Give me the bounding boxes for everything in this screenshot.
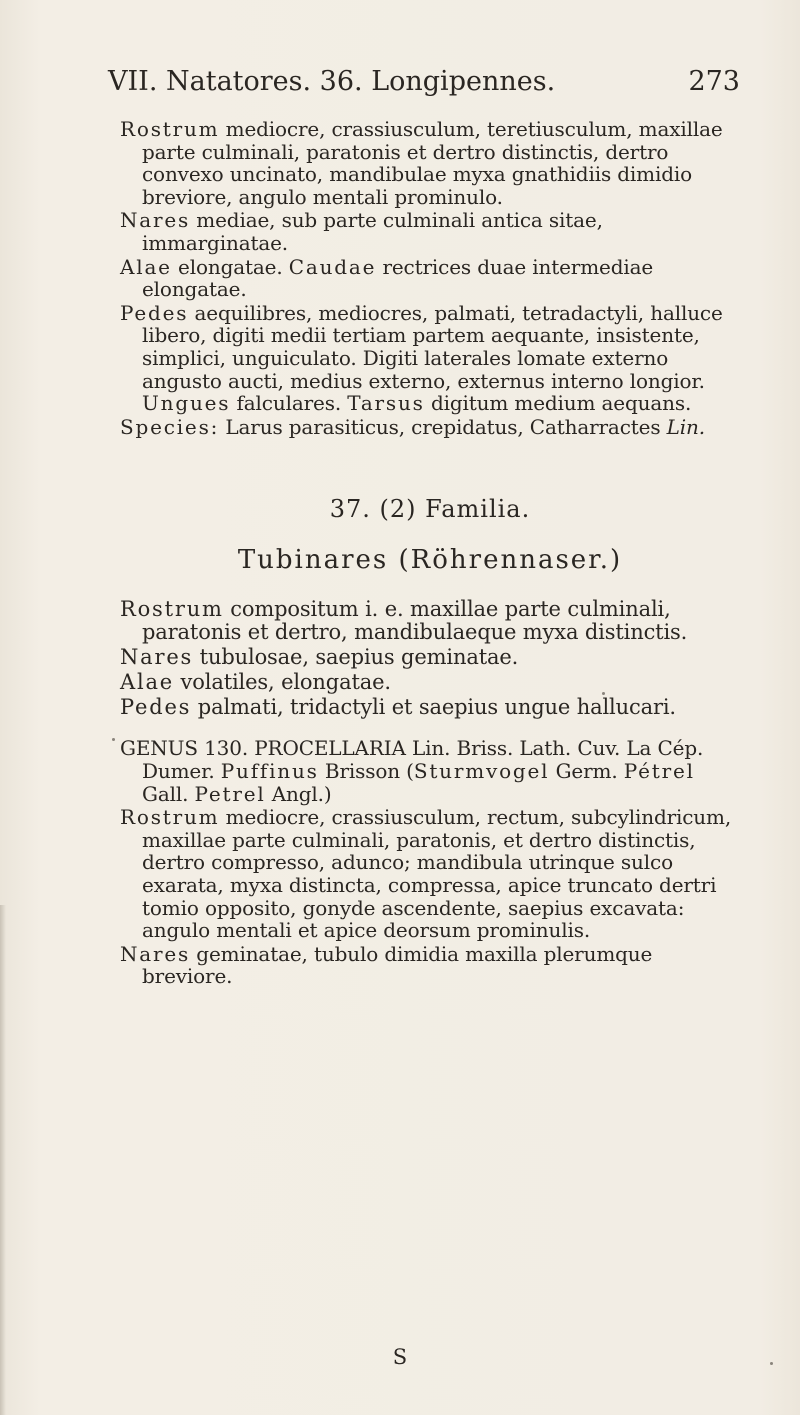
term-species: Species: bbox=[120, 414, 220, 439]
family-entry-alae bbox=[120, 671, 740, 695]
family-number: 37. (2) Familia. bbox=[329, 495, 531, 524]
genus-term-rostrum: Rostrum bbox=[120, 805, 220, 830]
term-ungues: Ungues bbox=[142, 391, 231, 416]
caudae-text: rectrices duae intermediae elongatae. bbox=[142, 254, 654, 302]
family-entry-pedes bbox=[120, 696, 740, 720]
genus-puffinus: Puffinus bbox=[220, 759, 319, 784]
paper-speck bbox=[602, 692, 605, 695]
page-body bbox=[120, 118, 740, 988]
ungues-text: falculares. bbox=[230, 391, 348, 416]
tarsus-text: digitum medium aequans. bbox=[424, 391, 692, 416]
running-title: VII. Natatores. 36. Longipennes. bbox=[108, 66, 556, 97]
species-author: Lin. bbox=[666, 414, 705, 439]
genus-entry-rostrum bbox=[120, 806, 740, 942]
genus-petrel-fr: Pétrel bbox=[623, 759, 695, 784]
genus-germ: Germ. bbox=[549, 759, 624, 784]
pedes-text: aequilibres, mediocres, palmati, tetradactyli, halluce libero, digiti medii tertiam partem aequante, insistente, simplici, unguiculato. Digiti laterales lomate externo angusto aucti, medius externo, externus interno longior. bbox=[142, 300, 723, 393]
genus-gall: Gall. bbox=[142, 781, 195, 806]
genus-petrel-en: Petrel bbox=[194, 781, 266, 806]
genus-rostrum-text: mediocre, crassiusculum, rectum, subcylindricum, maxillae parte culminali, paratonis, et dertro distinctis, dertro compresso, adunco; mandibula utrinque sulco exarata, myxa distincta, compressa, apice truncato dertri tomio opposito, gonyde ascendente, saepius excavata: angulo mentali et apice deorsum prominulis. bbox=[142, 805, 732, 943]
family-term-pedes: Pedes bbox=[120, 694, 192, 719]
genus-entry-nares bbox=[120, 943, 740, 988]
genus-nares-text: geminatae, tubulo dimidia maxilla plerumque breviore. bbox=[142, 941, 653, 989]
term-pedes: Pedes bbox=[120, 300, 189, 325]
family-rostrum-text: compositum i. e. maxillae parte culminali, paratonis et dertro, mandibulaeque myxa distinctis. bbox=[142, 596, 688, 645]
signature-mark: S bbox=[392, 1345, 408, 1369]
family-nares-text: tubulosae, saepius geminatae. bbox=[193, 645, 519, 670]
term-caudae: Caudae bbox=[288, 254, 377, 279]
page-number: 273 bbox=[688, 66, 740, 97]
genus-block bbox=[120, 737, 740, 988]
genus-heading bbox=[120, 737, 740, 805]
term-nares: Nares bbox=[120, 208, 191, 233]
entry-pedes bbox=[120, 302, 740, 415]
genus-sturmvogel: Sturmvogel bbox=[413, 759, 550, 784]
page-header bbox=[108, 62, 740, 102]
entry-nares bbox=[120, 209, 740, 254]
nares-text: mediae, sub parte culminali antica sitae, immarginatae. bbox=[142, 208, 603, 255]
species-text: Larus parasiticus, crepidatus, Catharractes bbox=[219, 414, 667, 439]
family-entry-rostrum bbox=[120, 598, 740, 646]
rostrum-text: mediocre, crassiusculum, teretiusculum, maxillae parte culminali, paratonis et dertro distinctis, dertro convexo uncinato, mandibulae myxa gnathidiis dimidio breviore, angulo mentali prominulo. bbox=[142, 117, 723, 209]
paper-speck bbox=[770, 1362, 773, 1365]
family-entry-nares bbox=[120, 646, 740, 670]
genus-term-nares: Nares bbox=[120, 941, 191, 966]
paper-speck bbox=[112, 738, 115, 741]
term-rostrum: Rostrum bbox=[120, 117, 220, 141]
family-alae-text: volatiles, elongatae. bbox=[174, 669, 391, 694]
family-pedes-text: palmati, tridactyli et saepius ungue hallucari. bbox=[191, 694, 676, 719]
term-tarsus: Tarsus bbox=[347, 391, 425, 416]
genus-title: GENUS 130. PROCELLARIA Lin. Briss. Lath. Cuv. La Cép. Dumer. bbox=[120, 736, 704, 784]
family-term-rostrum: Rostrum bbox=[120, 596, 224, 621]
entry-alae bbox=[120, 256, 740, 301]
entry-species bbox=[120, 416, 740, 439]
genus-angl: Angl.) bbox=[265, 781, 332, 806]
family-characters bbox=[120, 598, 740, 720]
page-binding-shadow bbox=[0, 905, 6, 1415]
term-alae: Alae bbox=[120, 254, 172, 279]
family-term-alae: Alae bbox=[120, 669, 175, 694]
alae-text: elongatae. bbox=[171, 254, 289, 279]
family-term-nares: Nares bbox=[120, 645, 194, 670]
genus-brisson: Brisson ( bbox=[318, 759, 414, 784]
family-name: Tubinares (Röhrennaser.) bbox=[237, 544, 623, 575]
entry-rostrum bbox=[120, 118, 740, 208]
